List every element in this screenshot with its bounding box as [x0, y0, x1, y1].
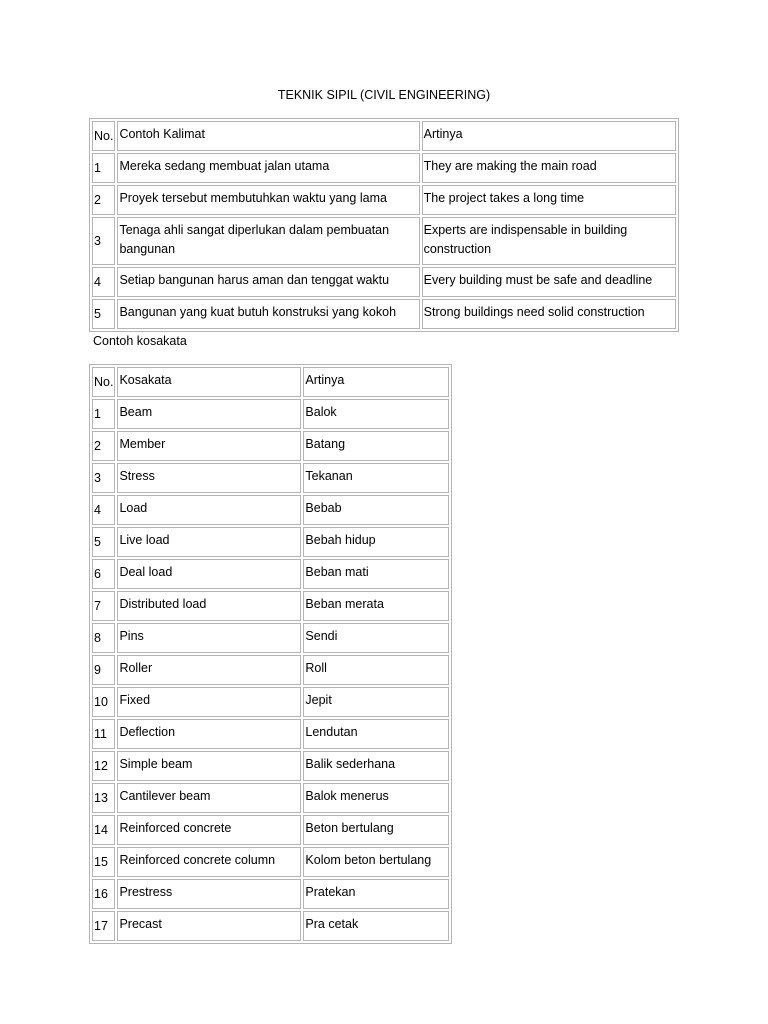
word-cell: Load: [117, 495, 301, 525]
row-number: 15: [92, 847, 115, 877]
table-row: [92, 399, 449, 429]
meaning-cell: Bebab: [303, 495, 449, 525]
row-number: 17: [92, 911, 115, 941]
table-row: [92, 527, 449, 557]
row-number: 10: [92, 687, 115, 717]
header-no: No.: [92, 367, 115, 397]
table-row: [92, 185, 676, 215]
row-number: 8: [92, 623, 115, 653]
table-row: [92, 655, 449, 685]
meaning-cell: Batang: [303, 431, 449, 461]
meaning-cell: Beton bertulang: [303, 815, 449, 845]
sentence-cell: Proyek tersebut membutuhkan waktu yang lama: [117, 185, 419, 215]
row-number: 2: [92, 185, 115, 215]
row-number: 9: [92, 655, 115, 685]
word-cell: Simple beam: [117, 751, 301, 781]
word-cell: Reinforced concrete: [117, 815, 301, 845]
meaning-cell: Balok menerus: [303, 783, 449, 813]
word-cell: Live load: [117, 527, 301, 557]
word-cell: Cantilever beam: [117, 783, 301, 813]
header-sentence: Contoh Kalimat: [117, 121, 419, 151]
meaning-cell: Pra cetak: [303, 911, 449, 941]
header-no: No.: [92, 121, 115, 151]
table-row: [92, 559, 449, 589]
table-row: [92, 719, 449, 749]
word-cell: Precast: [117, 911, 301, 941]
table-row: [92, 847, 449, 877]
vocabulary-heading: Contoh kosakata: [93, 334, 187, 348]
meaning-cell: The project takes a long time: [422, 185, 676, 215]
table-row: [92, 879, 449, 909]
row-number: 12: [92, 751, 115, 781]
table-row: [92, 911, 449, 941]
word-cell: Fixed: [117, 687, 301, 717]
meaning-cell: Bebah hidup: [303, 527, 449, 557]
sentence-cell: Tenaga ahli sangat diperlukan dalam pembuatan bangunan: [117, 217, 419, 265]
row-number: 4: [92, 495, 115, 525]
meaning-cell: Kolom beton bertulang: [303, 847, 449, 877]
meaning-cell: Strong buildings need solid construction: [422, 299, 676, 329]
meaning-cell: They are making the main road: [422, 153, 676, 183]
table-header-row: [92, 367, 449, 397]
table-row: [92, 463, 449, 493]
vocabulary-table: [89, 364, 452, 944]
table-row: [92, 153, 676, 183]
meaning-cell: Every building must be safe and deadline: [422, 267, 676, 297]
header-meaning: Artinya: [422, 121, 676, 151]
header-meaning: Artinya: [303, 367, 449, 397]
table-header-row: [92, 121, 676, 151]
row-number: 13: [92, 783, 115, 813]
meaning-cell: Sendi: [303, 623, 449, 653]
sentence-table: [89, 118, 679, 332]
meaning-cell: Lendutan: [303, 719, 449, 749]
row-number: 1: [92, 399, 115, 429]
sentence-cell: Bangunan yang kuat butuh konstruksi yang kokoh: [117, 299, 419, 329]
meaning-cell: Balik sederhana: [303, 751, 449, 781]
word-cell: Beam: [117, 399, 301, 429]
table-row: [92, 267, 676, 297]
header-word: Kosakata: [117, 367, 301, 397]
row-number: 11: [92, 719, 115, 749]
row-number: 2: [92, 431, 115, 461]
word-cell: Reinforced concrete column: [117, 847, 301, 877]
table-row: [92, 783, 449, 813]
row-number: 3: [92, 463, 115, 493]
meaning-cell: Beban merata: [303, 591, 449, 621]
row-number: 5: [92, 527, 115, 557]
table-row: [92, 495, 449, 525]
row-number: 16: [92, 879, 115, 909]
row-number: 5: [92, 299, 115, 329]
meaning-cell: Balok: [303, 399, 449, 429]
word-cell: Stress: [117, 463, 301, 493]
row-number: 3: [92, 217, 115, 265]
table-row: [92, 591, 449, 621]
row-number: 1: [92, 153, 115, 183]
word-cell: Distributed load: [117, 591, 301, 621]
table-row: [92, 431, 449, 461]
word-cell: Deflection: [117, 719, 301, 749]
sentence-cell: Mereka sedang membuat jalan utama: [117, 153, 419, 183]
table-row: [92, 815, 449, 845]
row-number: 4: [92, 267, 115, 297]
table-row: [92, 623, 449, 653]
row-number: 6: [92, 559, 115, 589]
table-row: [92, 217, 676, 265]
word-cell: Deal load: [117, 559, 301, 589]
row-number: 14: [92, 815, 115, 845]
meaning-cell: Roll: [303, 655, 449, 685]
row-number: 7: [92, 591, 115, 621]
page-title: TEKNIK SIPIL (CIVIL ENGINEERING): [277, 88, 491, 102]
meaning-cell: Beban mati: [303, 559, 449, 589]
table-row: [92, 751, 449, 781]
meaning-cell: Tekanan: [303, 463, 449, 493]
word-cell: Pins: [117, 623, 301, 653]
meaning-cell: Pratekan: [303, 879, 449, 909]
table-row: [92, 299, 676, 329]
word-cell: Prestress: [117, 879, 301, 909]
table-row: [92, 687, 449, 717]
meaning-cell: Experts are indispensable in building construction: [422, 217, 676, 265]
meaning-cell: Jepit: [303, 687, 449, 717]
sentence-cell: Setiap bangunan harus aman dan tenggat waktu: [117, 267, 419, 297]
word-cell: Roller: [117, 655, 301, 685]
word-cell: Member: [117, 431, 301, 461]
